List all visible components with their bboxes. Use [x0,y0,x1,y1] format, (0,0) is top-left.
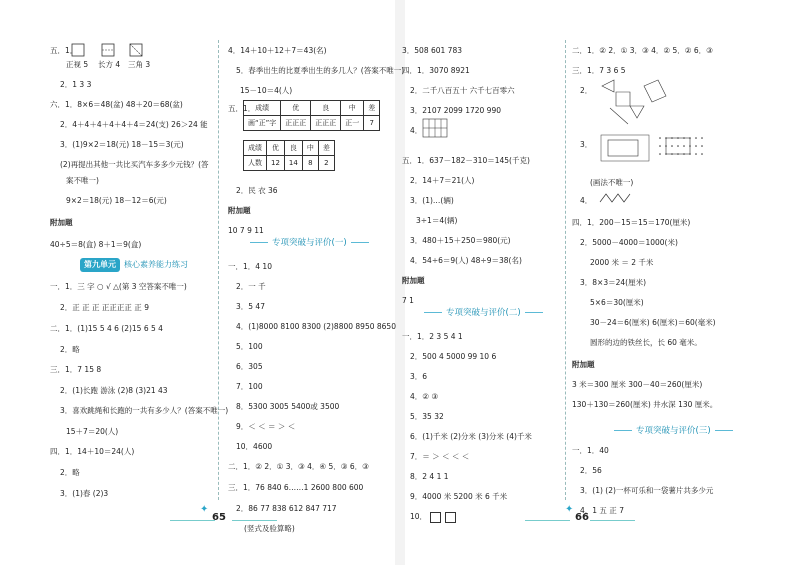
answer-line: 3． [580,140,593,149]
answer-line: 5×6＝30(厘米) [590,298,644,307]
table-cell: 优 [281,101,311,116]
table-cell: 正正正 [281,116,311,131]
square-shape-icon [70,42,86,58]
table-cell: 良 [311,101,341,116]
answer-line: 2．二千八百五十 六千七百零六 [410,86,515,95]
answer-line: 2．5000－4000＝1000(米) [580,238,678,247]
count-table [243,140,335,171]
answer-line: 4．1 五 正 7 [580,506,624,515]
answer-line: 5．春季出生的比夏季出生的多几人？(答案不唯一) [236,66,405,75]
answer-line: 40÷5＝8(盒) 8＋1＝9(盒) [50,240,142,249]
answer-line: 2．一 千 [236,282,266,291]
answer-line: 10． [410,512,428,521]
answer-line: 2． [580,86,593,95]
answer-line: 2．86 77 838 612 847 717 [236,504,337,513]
table-row [244,101,380,116]
answer-line: 四．1．200－15＝15＝170(厘米) [572,218,691,227]
answer-line: 4． [580,196,593,205]
table-cell: 14 [284,156,302,171]
answer-line: 2．略 [60,468,80,477]
answer-line: 四．1．14＋10＝24(人) [50,447,135,456]
answer-line: 3．(1) (2)一杯可乐和一袋薯片共多少元 [580,486,714,495]
table-cell: 2 [318,156,334,171]
tally-table [243,100,380,131]
answer-line: 5．35 32 [410,412,444,421]
answer-line: 4．14＋10＋12＋7＝43(名) [228,46,327,55]
answer-line: 2．略 [60,345,80,354]
section-heading-3: 专项突破与评价(三) [610,424,737,436]
answer-line: 附加题 [402,276,425,285]
answer-line: (画法不唯一) [590,178,634,187]
answer-line: 3÷1＝4(辆) [416,216,458,225]
star-icon: ✦ [565,504,574,515]
answer-line: 15－10＝4(人) [240,86,293,95]
answer-line: 2．14＋7＝21(人) [410,176,475,185]
answer-line: 7．＝ ＞ ＜ ＜ ＜ [410,452,470,461]
footer-rule [232,520,277,521]
answer-line: 4．54÷6＝9(人) 48÷9＝38(名) [410,256,522,265]
answer-line: 5．100 [236,342,263,351]
answer-line: 15＋7＝20(人) [66,427,119,436]
answer-line: 2．500 4 5000 99 10 6 [410,352,497,361]
answer-line: 7 1 [402,296,414,305]
grid-drawing-figure [600,134,710,164]
answer-line: 3．(1)9×2＝18(元) 18－15＝3(元) [60,140,184,149]
page-number-left: 65 [212,512,226,523]
answer-line: 2．(1)长跑 游泳 (2)8 (3)21 43 [60,386,168,395]
folded-triangle-icon [128,42,144,58]
answer-line: 8．2 4 1 1 [410,472,449,481]
table-cell: 画“正”字 [244,116,281,131]
answer-line: 4．② ③ [410,392,439,401]
answer-line: 3．(1)…(辆) [410,196,454,205]
answer-line: (2)再提出其他一共比买汽车多多少元钱？(答 [60,160,209,169]
answer-line: 3．(1)春 (2)3 [60,489,109,498]
answer-line: 3．480＋15＋250＝980(元) [410,236,511,245]
star-icon: ✦ [200,504,209,515]
answer-line: 3．喜欢跳绳和长跑的一共有多少人？(答案不唯一) [60,406,229,415]
answer-line: 4． [410,126,423,135]
table-row [244,116,380,131]
page-number-right: 66 [575,512,589,523]
answer-line: 一．1．4 10 [228,262,272,271]
answer-line: 30－24＝6(厘米) 6(厘米)＝60(毫米) [590,318,716,327]
folded-rectangle-icon [100,42,116,58]
answer-line: 2．民 衣 36 [236,186,278,195]
answer-line: 正视 5 [66,60,89,69]
answer-line: 3．5 47 [236,302,265,311]
answer-boxes [428,507,458,526]
answer-line: 三．1．76 840 6……1 2600 800 600 [228,483,364,492]
table-cell: 中 [341,101,364,116]
answer-line: 一．1．40 [572,446,609,455]
answer-line: 3．2107 2099 1720 990 [410,106,501,115]
answer-line: 8．5300 3005 5400或 3500 [236,402,340,411]
unit-section-header [80,258,188,272]
answer-line: 2．56 [580,466,602,475]
answer-line: 五．1．637－182－310＝145(千克) [402,156,530,165]
answer-line: 圆形的边的铁丝长，长 60 毫米。 [590,338,702,347]
table-cell: 7 [364,116,380,131]
table-cell: 12 [267,156,285,171]
table-cell: 人数 [244,156,267,171]
answer-line: 长方 4 [98,60,121,69]
answer-line: 3．508 601 783 [402,46,462,55]
answer-line: 一．1．三 字 ○ √ △(第 3 空答案不唯一) [50,282,187,291]
answer-line: 附加题 [572,360,595,369]
table-cell: 8 [302,156,318,171]
zigzag-figure [598,190,638,206]
answer-line: 六．1．8×6＝48(盆) 48＋20＝68(盆) [50,100,183,109]
unit-title: 核心素养能力练习 [124,260,188,269]
digit-grid-figure [422,118,448,138]
tangram-figure [600,78,670,128]
answer-line: 2．1 3 3 [60,80,92,89]
table-cell: 成绩 [244,101,281,116]
answer-line: 案不唯一) [66,176,99,185]
answer-line: 五．1． [228,104,256,113]
answer-line: 10 7 9 11 [228,226,264,235]
table-cell: 正正正 [311,116,341,131]
answer-line: 附加题 [50,218,73,227]
answer-line: 二．1．(1)15 5 4 6 (2)15 6 5 4 [50,324,163,333]
footer-rule [590,520,635,521]
answer-line: 6．305 [236,362,263,371]
answer-line: 6．(1)千米 (2)分米 (3)分米 (4)千米 [410,432,532,441]
section-heading-2: 专项突破与评价(二) [420,306,547,318]
check-box-icon [430,512,441,523]
section-heading-1: 专项突破与评价(一) [246,236,373,248]
answer-line: 2．正 正 正 正正正正 正 9 [60,303,149,312]
answer-line: 三．1．7 15 8 [50,365,102,374]
answer-line: 2000 米 ＝ 2 千米 [590,258,654,267]
table-cell: 差 [364,101,380,116]
answer-line: 10．4600 [236,442,273,451]
table-cell: 良 [284,141,302,156]
answer-line: 二．1．② 2．① 3．③ 4．④ 5．③ 6．③ [228,462,369,471]
answer-line: 9．＜ ＜ ＝ ＞ ＜ [236,422,296,431]
answer-line: 2．4＋4＋4＋4＋4＋4＝24(支) 26＞24 能 [60,120,208,129]
answer-line: 三角 3 [128,60,151,69]
unit-tag: 第九单元 [80,258,120,272]
table-cell: 正一 [341,116,364,131]
table-cell: 中 [302,141,318,156]
table-row [244,156,335,171]
answer-line: 9×2＝18(元) 18－12＝6(元) [66,196,167,205]
answer-line: 3．6 [410,372,428,381]
column-divider [218,40,219,500]
footer-rule [525,520,570,521]
answer-line: 7．100 [236,382,263,391]
answer-line: 四．1．3070 8921 [402,66,470,75]
empty-box-icon [445,512,456,523]
answer-line: 9．4000 米 5200 米 6 千米 [410,492,508,501]
answer-line: 五．1． [50,46,78,55]
answer-line: 附加题 [228,206,251,215]
column-divider [565,40,566,500]
answer-line: 3 米＝300 厘米 300－40＝260(厘米) [572,380,703,389]
table-cell: 成绩 [244,141,267,156]
answer-line: 4．(1)8000 8100 8300 (2)8800 8950 8650 [236,322,396,331]
footer-rule [170,520,215,521]
table-row [244,141,335,156]
answer-line: 一．1．2 3 5 4 1 [402,332,463,341]
answer-line: 三．1．7 3 6 5 [572,66,626,75]
table-cell: 差 [318,141,334,156]
answer-line: 130＋130＝260(厘米) 井水深 130 厘米。 [572,400,718,409]
answer-line: 二．1．② 2．① 3．③ 4．② 5．② 6．③ [572,46,713,55]
table-cell: 优 [267,141,285,156]
answer-line: 3．8×3＝24(厘米) [580,278,646,287]
answer-line: (竖式及验算略) [244,524,295,533]
